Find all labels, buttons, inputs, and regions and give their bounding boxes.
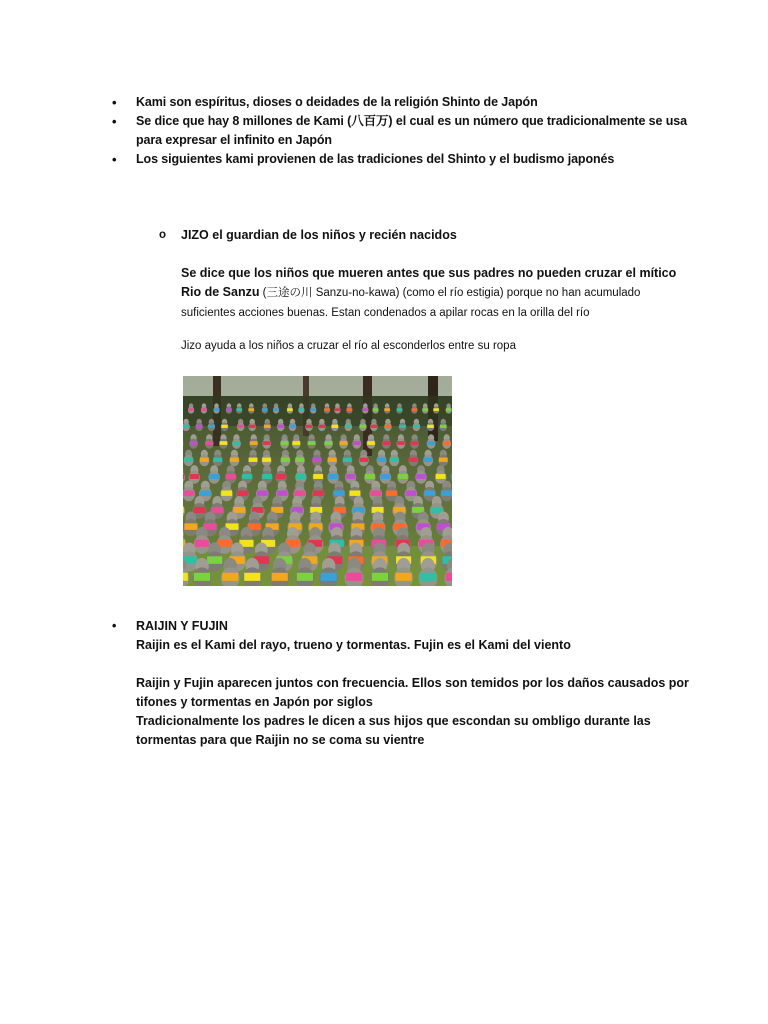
bullet-icon: • [112,114,117,129]
jizo-heading-rest: el guardian de los niños y recién nacidos [208,228,457,242]
bullet-text: Los siguientes kami provienen de las tradiciones del Shinto y el budismo japonés [136,152,615,166]
blank-line [136,655,696,674]
bullet-item [112,150,712,169]
jizo-paragraph-help: Jizo ayuda a los niños a cruzar el río al esconderlos entre su ropa [181,340,516,352]
sub-bullet-icon: o [159,229,167,241]
bullet-icon: • [112,95,117,110]
sanzu-lead: Se dice que los niños que mueren antes que sus padres no pueden cruzar el mítico Rio de Sanzu [181,266,677,299]
bullet-text: Kami son espíritus, dioses o deidades de la religión Shinto de Japón [136,95,538,109]
jizo-heading [181,226,457,245]
jizo-name: JIZO [181,228,209,242]
raijin-body [136,617,696,750]
raijin-title: RAIJIN Y FUJIN [136,619,228,633]
bullet-icon: • [112,619,117,633]
kami-bullet-list [112,93,712,169]
bullet-item [112,112,712,150]
bullet-item [112,93,712,112]
jizo-paragraph-sanzu [181,264,681,323]
bullet-text: Se dice que hay 8 millones de Kami (八百万) el cual es un número que tradicionalmente se usa para expresar el infinito en Japón [136,114,687,147]
jizo-statues-photo [183,376,452,586]
raijin-line-3: Tradicionalmente los padres le dicen a sus hijos que escondan su ombligo durante las tormentas para que Raijin no se coma su vientre [136,714,651,747]
bullet-icon: • [112,152,117,167]
sanzu-rest: (三途の川 Sanzu-no-kawa) (como el río estigia) porque no han acumulado suficientes acciones buenas. Estan condenados a apilar rocas en la orilla del río [181,287,641,319]
photo-image [183,376,452,586]
raijin-line-2: Raijin y Fujin aparecen juntos con frecuencia. Ellos son temidos por los daños causados por tifones y tormentas en Japón por siglos [136,676,689,709]
raijin-line-1: Raijin es el Kami del rayo, trueno y tormentas. Fujin es el Kami del viento [136,638,571,652]
